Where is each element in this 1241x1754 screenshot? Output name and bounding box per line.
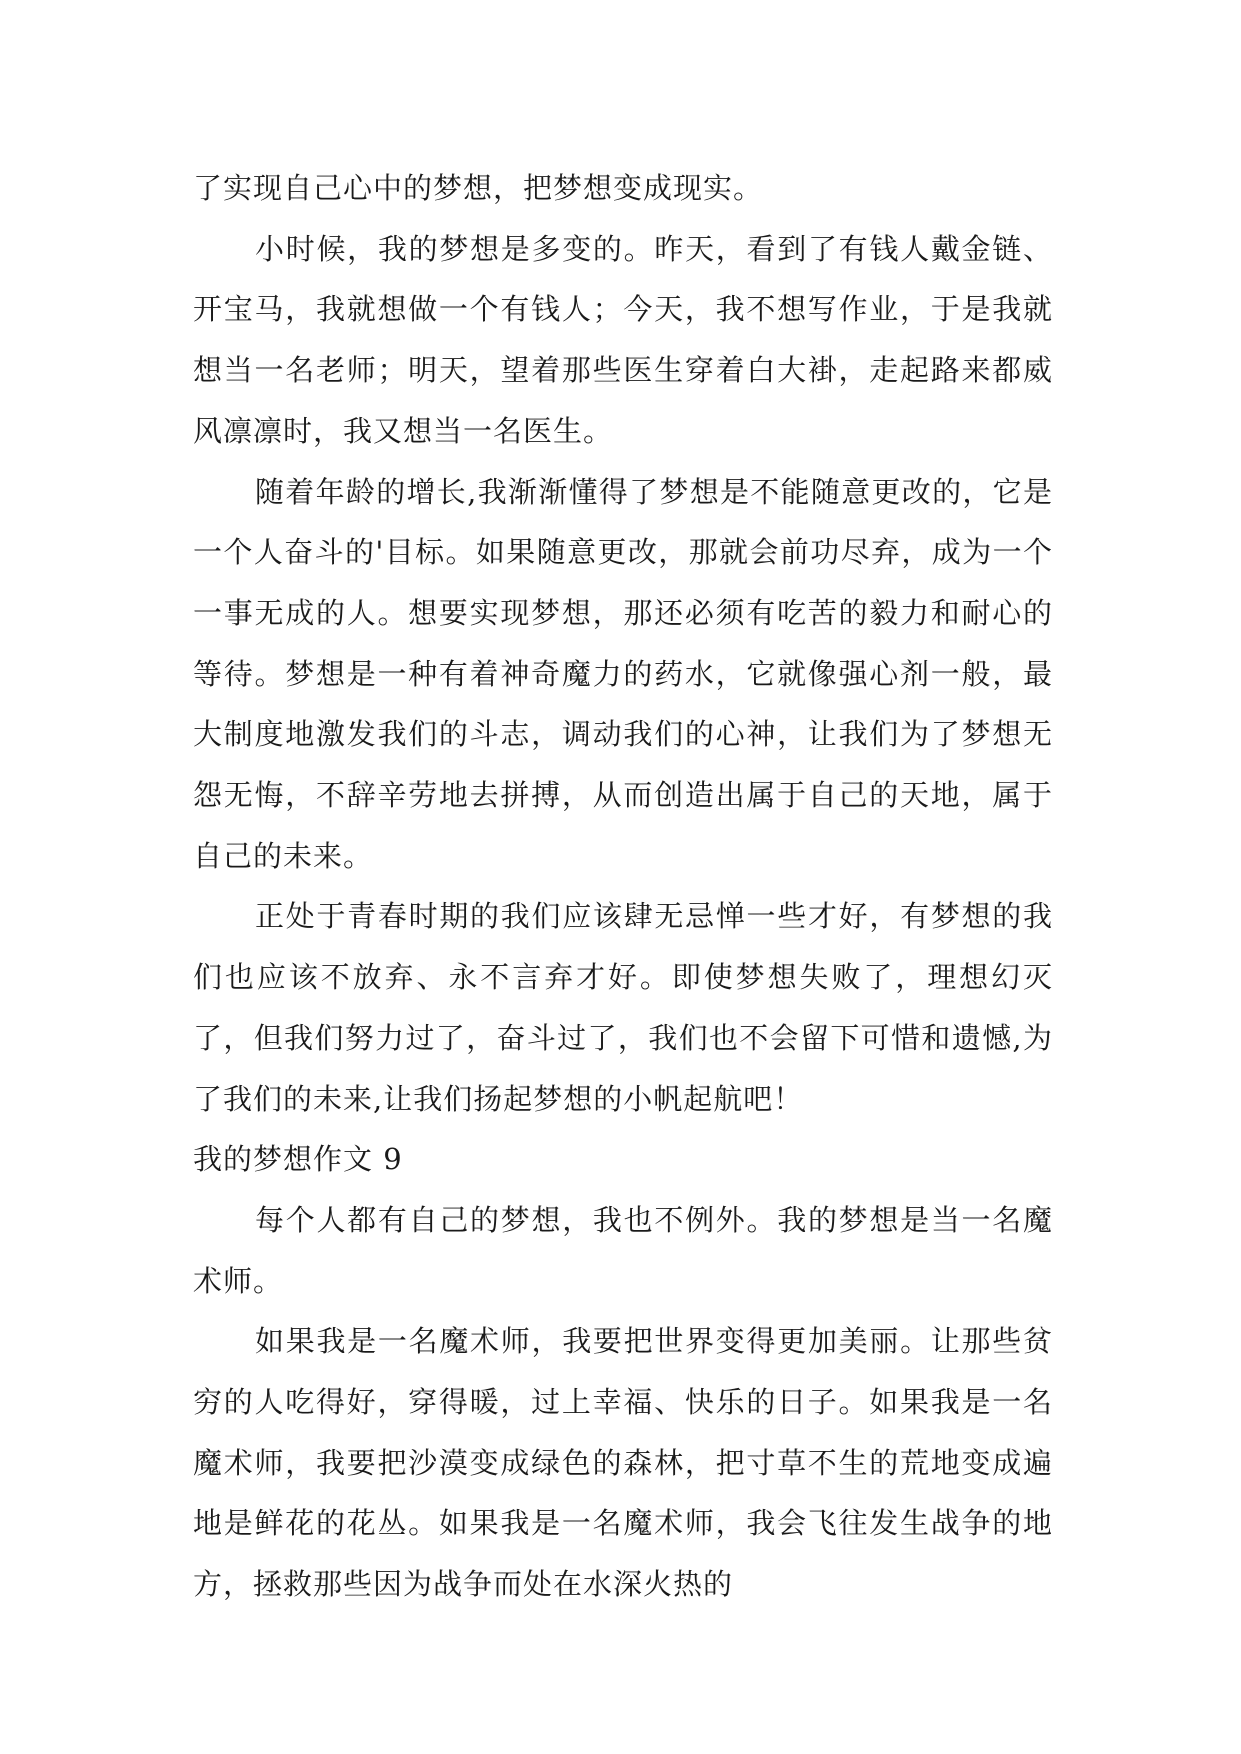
- paragraph-1: 了实现自己心中的梦想，把梦想变成现实。: [193, 171, 764, 205]
- paragraph-6: 如果我是一名魔术师，我要把世界变得更加美丽。让那些贫穷的人吃得好，穿得暖，过上幸福、快乐的日子。如果我是一名魔术师，我要把沙漠变成绿色的森林，把寸草不生的荒地变成遍地是鲜花的花丛。如果我是一名魔术师，我会飞往发生战争的地方，拯救那些因为战争而处在水深火热的: [193, 1324, 1053, 1602]
- document-body: [193, 158, 1053, 1615]
- paragraph-5: 每个人都有自己的梦想，我也不例外。我的梦想是当一名魔术师。: [193, 1202, 1053, 1298]
- section-heading: 我的梦想作文 9: [193, 1142, 403, 1177]
- paragraph-4: 正处于青春时期的我们应该肆无忌惮一些才好，有梦想的我们也应该不放弃、永不言弃才好。即使梦想失败了，理想幻灭了，但我们努力过了，奋斗过了，我们也不会留下可惜和遗憾,为了我们的未来,让我们扬起梦想的小帆起航吧！: [193, 899, 1053, 1116]
- paragraph-3: 随着年龄的增长,我渐渐懂得了梦想是不能随意更改的，它是一个人奋斗的'目标。如果随意更改，那就会前功尽弃，成为一个一事无成的人。想要实现梦想，那还必须有吃苦的毅力和耐心的等待。梦想是一种有着神奇魔力的药水，它就像强心剂一般，最大制度地激发我们的斗志，调动我们的心神，让我们为了梦想无怨无悔，不辞辛劳地去拼搏，从而创造出属于自己的天地，属于自己的未来。: [193, 474, 1053, 873]
- paragraph-2: 小时候，我的梦想是多变的。昨天，看到了有钱人戴金链、开宝马，我就想做一个有钱人；今天，我不想写作业，于是我就想当一名老师；明天，望着那些医生穿着白大褂，走起路来都威风凛凛时，我又想当一名医生。: [193, 231, 1053, 448]
